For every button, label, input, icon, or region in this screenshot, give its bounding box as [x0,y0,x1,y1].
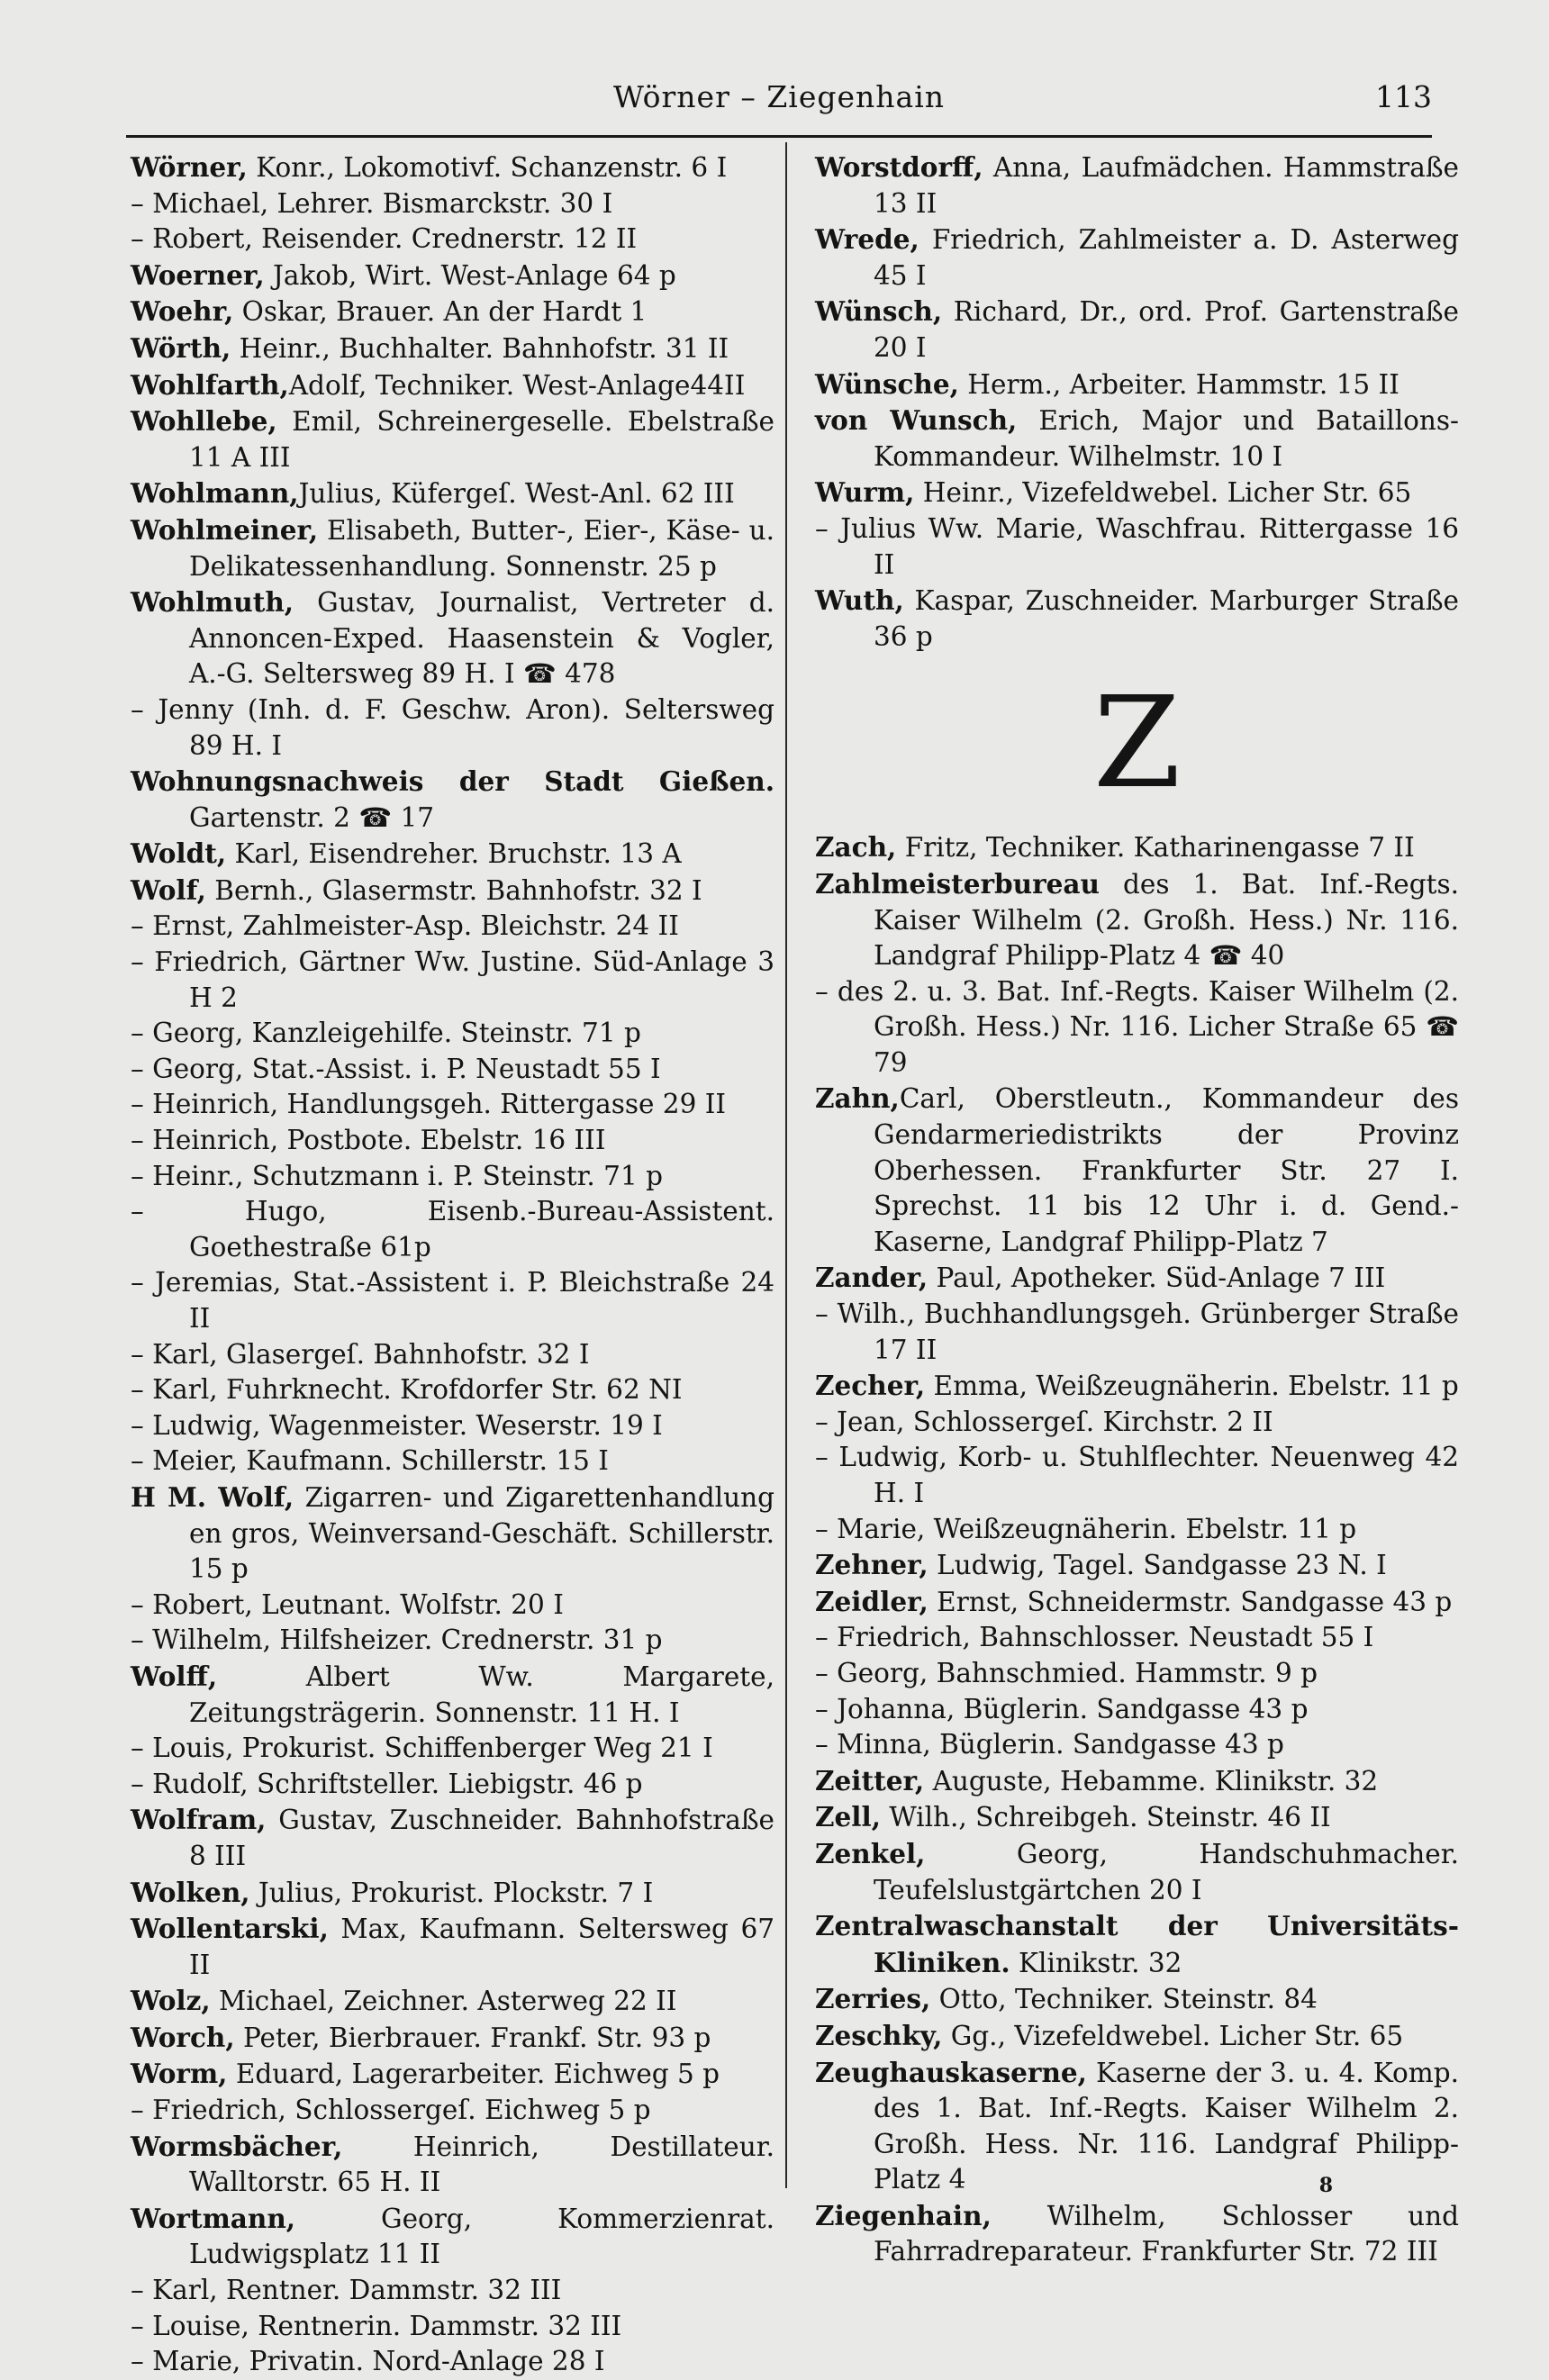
directory-entry [131,1408,774,1444]
entry-surname: H M. Wolf, [131,1480,294,1513]
entry-details: des 1. Bat. Inf.-Regts. Kaiser Wilhelm (2. Großh. Hess.) Nr. 116. Landgraf Philipp-Platz 4 ☎ 40 [874,868,1459,972]
directory-entry [131,186,774,222]
directory-entry [815,866,1459,974]
entry-details: Friedrich, Zahlmeister a. D. Asterweg 45 I [874,224,1459,291]
entry-details: – Karl, Rentner. Dammstr. 32 III [131,2275,562,2306]
directory-entry [815,1584,1459,1621]
entry-details: – Wilhelm, Hilfsheizer. Crednerstr. 31 p [131,1624,663,1656]
directory-entry [815,1297,1459,1368]
directory-entry [131,2201,774,2273]
directory-entry [131,1087,774,1123]
directory-entry [131,222,774,258]
entry-details: Heinr., Vizefeldwebel. Licher Str. 65 [914,477,1412,509]
entry-surname: Zahn, [815,1082,900,1115]
directory-entry [815,1692,1459,1728]
entry-details: – Hugo, Eisenb.-Bureau-Assistent. Goethestraße 61p [131,1196,774,1262]
directory-entry [815,294,1459,366]
entry-details: – Karl, Fuhrknecht. Krofdorfer Str. 62 NI [131,1374,683,1406]
directory-entry [131,1194,774,1265]
entry-surname: Wortmann, [131,2202,296,2234]
entry-details: Ernst, Schneidermstr. Sandgasse 43 p [928,1586,1453,1617]
entry-details: – Meier, Kaufmann. Schillerstr. 15 I [131,1445,609,1477]
section-letter: Z [1092,670,1182,818]
entry-surname: Wohlmeiner, [131,513,319,546]
directory-entry [815,475,1459,511]
directory-entry [131,2309,774,2345]
directory-entry [815,1405,1459,1441]
entry-details: Klinikstr. 32 [1010,1947,1182,1978]
entry-details: – Marie, Weißzeugnäherin. Ebelstr. 11 p [815,1513,1357,1544]
entry-details: Kaspar, Zuschneider. Marburger Straße 36 p [874,585,1459,652]
entry-details: – Heinr., Schutzmann i. P. Steinstr. 71 p [131,1160,663,1191]
entry-details: Anna, Laufmädchen. Hammstraße 13 II [874,152,1459,219]
entry-surname: Wohlmann, [131,477,299,510]
entry-details: Julius, Prokurist. Plockstr. 7 I [249,1877,654,1908]
entry-details: Heinr., Buchhalter. Bahnhofstr. 31 II [231,332,729,364]
directory-entry [815,511,1459,583]
directory-entry [815,2018,1459,2055]
directory-entry [131,2273,774,2309]
entry-details: Herm., Arbeiter. Hammstr. 15 II [958,368,1400,400]
directory-entry [131,367,774,404]
header-rule [126,135,1432,138]
directory-entry [815,583,1459,655]
entry-surname: Woehr, [131,295,234,328]
directory-entry [815,1440,1459,1511]
directory-entry [131,403,774,475]
entry-surname: Zander, [815,1262,928,1294]
entry-details: Auguste, Hebamme. Klinikstr. 32 [924,1765,1379,1796]
entry-surname: Wuth, [815,584,904,617]
entry-surname: Wohlfarth, [131,368,289,401]
directory-entry [815,149,1459,222]
directory-entry [815,1836,1459,1908]
directory-entry [131,909,774,945]
directory-entry [131,764,774,836]
directory-entry [131,1588,774,1624]
entry-details: – Friedrich, Bahnschlosser. Neustadt 55 I [815,1622,1374,1653]
directory-entry [131,1265,774,1336]
entry-details: Fritz, Techniker. Katharinengasse 7 II [896,832,1415,864]
directory-entry [815,974,1459,1081]
entry-surname: Zecher, [815,1370,926,1402]
left-column [131,149,774,2380]
entry-details: Carl, Oberstleutn., Kommandeur des Gendarmeriedistrikts der Provinz Oberhessen. Frankfurter Str. 27 I. Sprechst. 11 bis 12 Uhr i. d. Gend.-Kaserne, Landgraf Philipp-Platz 7 [874,1083,1459,1257]
entry-details: Zigarren- und Zigarettenhandlung en gros, Weinversand-Geschäft. Schillerstr. 15 p [189,1481,774,1585]
entry-details: Peter, Bierbrauer. Frankf. Str. 93 p [234,2022,711,2053]
entry-surname: Wünsch, [815,295,943,328]
entry-details: Wilhelm, Schlosser und Fahrradreparateur. Frankfurter Str. 72 III [874,2200,1459,2267]
entry-surname: Wollentarski, [131,1913,329,1945]
directory-entry [815,829,1459,866]
directory-entry [131,1767,774,1803]
directory-entry [815,1727,1459,1763]
entry-details: Albert Ww. Margarete, Zeitungsträgerin. Sonnenstr. 11 H. I [189,1661,774,1728]
entry-surname: Wohnungsnachweis der Stadt Gießen. [131,765,774,798]
entry-surname: Zeschky, [815,2019,943,2051]
entry-surname: Wünsche, [815,367,959,400]
entry-details: Emma, Weißzeugnäherin. Ebelstr. 11 p [925,1371,1459,1402]
entry-surname: Worch, [131,2021,235,2053]
entry-details: – Robert, Leutnant. Wolfstr. 20 I [131,1588,564,1620]
entry-surname: Wolz, [131,1985,211,2017]
entry-details: – Friedrich, Gärtner Ww. Justine. Süd-Anlage 3 H 2 [131,946,774,1013]
entry-surname: Wolfram, [131,1804,267,1836]
entry-details: Richard, Dr., ord. Prof. Gartenstraße 20 I [874,296,1459,363]
entry-details: – Heinrich, Handlungsgeh. Rittergasse 29 II [131,1089,727,1120]
entry-details: Erich, Major und Bataillons-Kommandeur. Wilhelmstr. 10 I [874,405,1460,472]
signature-mark: 8 [1318,2174,1333,2197]
entry-surname: Wohllebe, [131,405,277,438]
entry-details: Jakob, Wirt. West-Anlage 64 p [264,259,676,291]
entry-surname: Wormsbächer, [131,2130,343,2162]
entry-details: – Louise, Rentnerin. Dammstr. 32 III [131,2310,622,2341]
entry-surname: Wolken, [131,1876,250,1908]
directory-entry [815,1260,1459,1297]
entry-surname: Zach, [815,831,897,864]
entry-details: Heinrich, Destillateur. Walltorstr. 65 H. II [189,2131,774,2198]
entry-details: – Louis, Prokurist. Schiffenberger Weg 21 I [131,1733,713,1764]
directory-entry [131,1123,774,1159]
directory-entry [131,1623,774,1659]
running-title: Wörner – Ziegenhain [612,79,945,114]
entry-details: Michael, Zeichner. Asterweg 22 II [210,1986,677,2017]
column-divider [785,142,787,2188]
directory-entry [131,512,774,584]
entry-details: Wilh., Schreibgeh. Steinstr. 46 II [881,1802,1331,1833]
entry-surname: Woerner, [131,258,265,291]
directory-entry [131,1983,774,2020]
entry-details: Elisabeth, Butter-, Eier-, Käse- u. Delikatessenhandlung. Sonnenstr. 25 p [189,514,774,582]
entry-details: – Wilh., Buchhandlungsgeh. Grünberger Straße 17 II [815,1299,1459,1365]
directory-entry [131,1802,774,1874]
entry-surname: Woldt, [131,837,227,870]
entry-details: – Robert, Reisender. Crednerstr. 12 II [131,223,638,255]
directory-entry [131,2056,774,2093]
entry-surname: Ziegenhain, [815,2199,992,2231]
entry-surname: Zerries, [815,1983,931,2015]
entry-details: – Ludwig, Wagenmeister. Weserstr. 19 I [131,1409,663,1441]
entry-surname: Wolf, [131,873,206,906]
directory-entry [131,2129,774,2201]
entry-surname: Zell, [815,1801,881,1833]
directory-entry [815,403,1459,475]
entry-details: – Johanna, Büglerin. Sandgasse 43 p [815,1693,1309,1724]
directory-entry [131,2093,774,2129]
directory-entry [131,258,774,294]
directory-entry [815,2198,1459,2270]
directory-entry [131,945,774,1016]
entry-details: Kaserne der 3. u. 4. Komp. des 1. Bat. Inf.-Regts. Kaiser Wilhelm 2. Großh. Hess. Nr. 116. Landgraf Philipp-Platz 4 [874,2057,1459,2195]
entry-surname: Worstdorff, [815,151,983,183]
entry-details: – Georg, Stat.-Assist. i. P. Neustadt 55 I [131,1053,661,1084]
entry-details: – Georg, Kanzleigehilfe. Steinstr. 71 p [131,1018,641,1049]
entry-details: – Jean, Schlossergeſ. Kirchstr. 2 II [815,1406,1273,1437]
directory-entry [131,1372,774,1408]
directory-entry [131,836,774,873]
entry-details: – Jeremias, Stat.-Assistent i. P. Bleichstraße 24 II [131,1267,774,1334]
directory-entry [131,2344,774,2380]
directory-entry [131,1443,774,1480]
directory-entry [131,149,774,186]
entry-surname: Zehner, [815,1549,928,1581]
directory-entry [131,1480,774,1588]
entry-details: – Michael, Lehrer. Bismarckstr. 30 I [131,187,613,219]
entry-details: Max, Kaufmann. Seltersweg 67 II [189,1914,774,1980]
entry-details: Paul, Apotheker. Süd-Anlage 7 III [928,1262,1386,1294]
directory-entry [131,1052,774,1088]
directory-entry [131,1337,774,1373]
entry-details: – Georg, Bahnschmied. Hammstr. 9 p [815,1657,1318,1688]
directory-entry [131,330,774,367]
entry-details: Gustav, Journalist, Vertreter d. Annoncen-Exped. Haasenstein & Vogler, A.-G. Seltersweg 89 H. I ☎ 478 [189,587,774,690]
entry-details: – Rudolf, Schriftsteller. Liebigstr. 46 p [131,1768,643,1799]
entry-surname: Zenkel, [815,1837,926,1869]
entry-details: – Ernst, Zahlmeister-Asp. Bleichstr. 24 II [131,910,679,942]
entry-details: Otto, Techniker. Steinstr. 84 [930,1984,1318,2015]
entry-details: Oskar, Brauer. An der Hardt 1 [233,296,648,328]
entry-details: – Ludwig, Korb- u. Stuhlflechter. Neuenweg 42 H. I [815,1442,1459,1508]
entry-details: – Friedrich, Schlossergeſ. Eichweg 5 p [131,2095,651,2126]
entry-details: Adolf, Techniker. West-Anlage44II [288,369,746,401]
directory-entry [131,1159,774,1195]
entry-details: Gartenstr. 2 ☎ 17 [189,801,434,833]
directory-entry [131,692,774,764]
entry-surname: von Wunsch, [815,404,1018,437]
entry-details: Georg, Handschuhmacher. Teufelslustgärtchen 20 I [874,1838,1459,1905]
directory-entry [131,1875,774,1912]
entry-surname: Zahlmeisterbureau [815,867,1100,900]
right-column-z-entries [815,829,1459,2270]
entry-surname: Wurm, [815,476,915,509]
directory-entry [131,475,774,512]
entry-details: Konr., Lokomotivf. Schanzenstr. 6 I [247,152,728,183]
entry-details: – Jenny (Inh. d. F. Geschw. Aron). Seltersweg 89 H. I [131,693,774,761]
entry-surname: Zentralwaschanstalt der Universitäts-Kliniken. [815,1910,1459,1978]
directory-entry [815,2055,1459,2198]
page-header [126,79,1432,133]
directory-entry [131,584,774,692]
entry-details: – Marie, Privatin. Nord-Anlage 28 I [131,2346,605,2377]
entry-details: Gg., Vizefeldwebel. Licher Str. 65 [942,2020,1404,2051]
directory-entry [815,1908,1459,1981]
directory-entry [131,2020,774,2057]
directory-entry [815,1763,1459,1800]
directory-entry [815,1656,1459,1692]
entry-surname: Worm, [131,2058,228,2090]
entry-surname: Zeidler, [815,1585,928,1617]
entry-details: Julius, Küfergeſ. West-Anl. 62 III [298,478,735,510]
directory-entry [815,367,1459,403]
entry-details: Emil, Schreinergeselle. Ebelstraße 11 A III [189,406,774,473]
directory-entry [815,1081,1459,1260]
directory-entry [815,1981,1459,2018]
right-column [815,149,1459,2270]
entry-surname: Wolff, [131,1660,218,1692]
entry-details: – Minna, Büglerin. Sandgasse 43 p [815,1729,1284,1760]
entry-surname: Zeughauskaserne, [815,2056,1087,2088]
directory-entry [131,873,774,909]
page-number: 113 [1375,79,1432,114]
entry-details: – Karl, Glasergeſ. Bahnhofstr. 32 I [131,1338,590,1370]
directory-entry [131,1911,774,1983]
directory-entry [815,1799,1459,1836]
entry-surname: Wohlmuth, [131,586,294,619]
entry-details: Eduard, Lagerarbeiter. Eichweg 5 p [227,2059,720,2090]
entry-details: Georg, Kommerzienrat. Ludwigsplatz 11 II [189,2203,774,2270]
directory-entry [815,1547,1459,1584]
right-column-w-entries [815,149,1459,655]
directory-entry [131,1659,774,1731]
entry-surname: Wörth, [131,331,231,364]
entry-details: – des 2. u. 3. Bat. Inf.-Regts. Kaiser Wilhelm (2. Großh. Hess.) Nr. 116. Licher Straße 65 ☎ 79 [815,975,1459,1078]
directory-entry [131,1016,774,1052]
directory-entry [815,1620,1459,1656]
entry-details: Ludwig, Tagel. Sandgasse 23 N. I [928,1550,1387,1581]
directory-entry [815,1512,1459,1548]
entry-details: Gustav, Zuschneider. Bahnhofstraße 8 III [189,1805,774,1871]
directory-entry [131,294,774,330]
directory-entry [815,222,1459,294]
entry-surname: Zeitter, [815,1764,925,1796]
directory-entry [815,1368,1459,1405]
entry-details: – Heinrich, Postbote. Ebelstr. 16 III [131,1125,606,1156]
directory-entry [131,1731,774,1767]
entry-details: Bernh., Glasermstr. Bahnhofstr. 32 I [205,874,702,906]
entry-surname: Wörner, [131,151,248,183]
entry-details: Karl, Eisendreher. Bruchstr. 13 A [226,838,682,870]
entry-surname: Wrede, [815,223,919,256]
entry-details: – Julius Ww. Marie, Waschfrau. Rittergasse 16 II [815,512,1459,580]
